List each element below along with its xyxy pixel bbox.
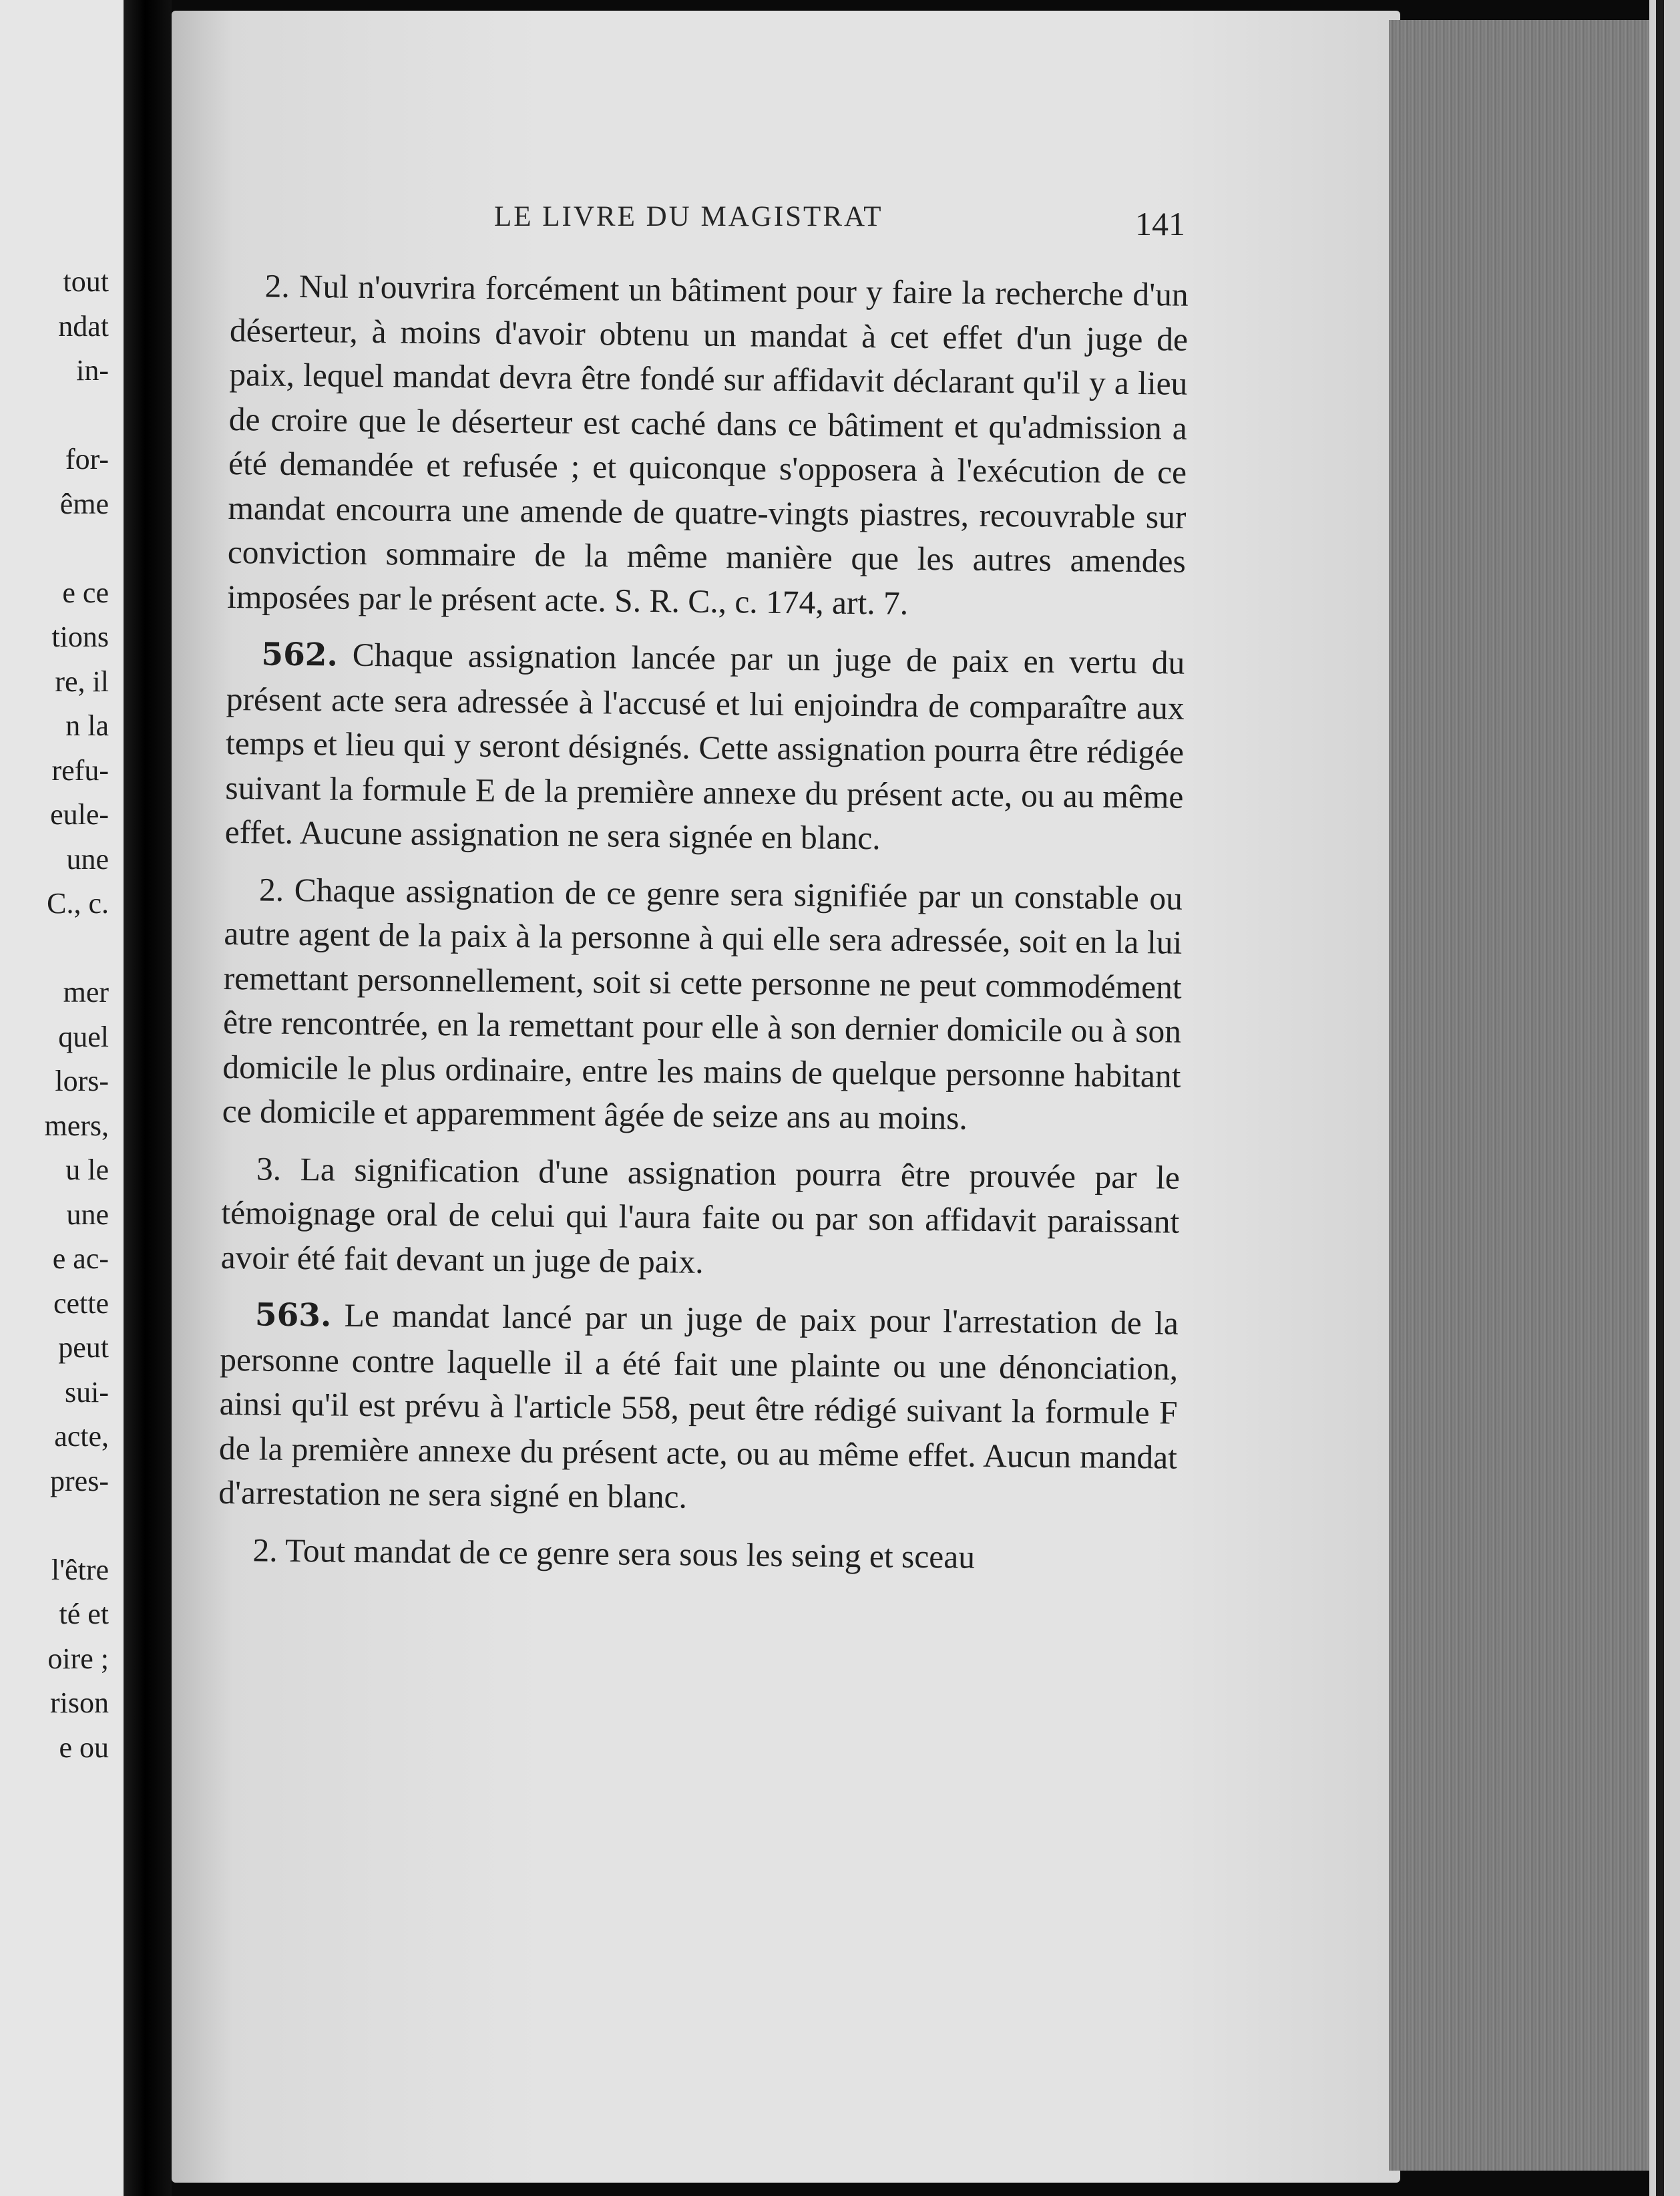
article-number: 562.: [261, 636, 339, 674]
paragraph: [218, 1527, 1177, 1581]
paragraph: [227, 264, 1189, 628]
article-paragraph: [218, 1292, 1179, 1524]
left-page-line: ême: [59, 487, 109, 520]
paragraph-text: 2. Nul n'ouvrira forcément un bâtiment pour y faire la recherche d'un déserteur, à moins d'avoir obtenu un mandat à cet effet d'un juge de paix, lequel mandat devra être fondé sur affidavit déclarant qu'il y a lieu de croire que le déserteur est caché dans ce bâtiment et qu'admission a été demandée et refusée ; et quiconque s'opposera à l'exécution de ce mandat encourra une amende de quatre-vingts piastres, recouvrable sur conviction sommaire de la même manière que les autres amendes imposées par le présent acte. S. R. C., c. 174, art. 7.: [226, 267, 1189, 622]
paragraph-text: Le mandat lancé par un juge de paix pour l'arrestation de la personne contre laquelle il a été fait une plainte ou une dénonciation, ainsi qu'il est prévu à l'article 558, peut être rédigé suivant la formule F de la première annexe du présent acte, ou au même effet. Aucun mandat d'arrestation ne sera signé en blanc.: [218, 1296, 1179, 1515]
left-page-line: une: [66, 1198, 109, 1231]
left-page-fragment: [0, 0, 124, 2196]
left-page-line: re, il: [55, 665, 109, 698]
left-page-line: e ou: [59, 1730, 109, 1764]
left-page-line: peut: [58, 1331, 109, 1364]
paragraph-text: 2. Chaque assignation de ce genre sera signifiée par un constable ou autre agent de la paix à la personne à qui elle sera adressée, soit en la lui remettant personnellement, soit si cette personne ne peut commodément être rencontrée, en la remettant pour elle à son dernier domicile ou à son domicile le plus ordinaire, entre les mains de quelque personne habitant ce domicile et apparemment âgée de seize ans au moins.: [222, 870, 1183, 1137]
left-page-line: sui-: [65, 1375, 109, 1409]
left-page-line: for-: [65, 443, 109, 476]
left-page-line: mers,: [44, 1109, 109, 1142]
left-page-line: C., c.: [47, 887, 109, 920]
page-body: [218, 264, 1189, 1594]
running-header: LE LIVRE DU MAGISTRAT: [494, 201, 883, 232]
left-page-line: mer: [63, 976, 109, 1009]
left-page-line: lors-: [55, 1065, 109, 1097]
left-page-line: rison: [50, 1686, 109, 1719]
left-page-text-column: [0, 0, 124, 2196]
paragraph: [222, 867, 1183, 1143]
page-fore-edge: [1389, 20, 1649, 2171]
paragraph-text: Chaque assignation lancée par un juge de paix en vertu du présent acte sera adressée à l'accusé et lui enjoindra de comparaître aux temps et lieu qui y seront désignés. Cette assignation pourra être rédigée suivant la formule E de la première annexe du présent acte, ou au même effet. Aucune assignation ne sera signée en blanc.: [224, 636, 1185, 857]
left-page-line: l'être: [51, 1553, 109, 1586]
left-page-line: té et: [59, 1598, 109, 1630]
paragraph: [220, 1146, 1180, 1288]
left-page-line: oire ;: [47, 1642, 109, 1675]
left-page-line: u le: [65, 1153, 109, 1186]
left-page-line: pres-: [50, 1464, 109, 1497]
left-page-line: une: [66, 842, 109, 876]
left-page-line: refu-: [51, 753, 109, 787]
left-page-line: eule-: [50, 798, 109, 831]
left-page-line: e ac-: [52, 1242, 109, 1275]
page-number: 141: [1135, 205, 1185, 242]
left-page-line: tions: [51, 620, 109, 653]
right-border: [1649, 0, 1680, 2196]
left-page-line: ndat: [58, 309, 109, 343]
right-border-shadow: [1656, 0, 1664, 2196]
left-page-line: cette: [53, 1286, 109, 1320]
left-page-line: e ce: [62, 576, 109, 609]
article-number: 563.: [254, 1296, 332, 1334]
paragraph-text: 2. Tout mandat de ce genre sera sous les seing et sceau: [252, 1531, 976, 1576]
left-page-line: n la: [65, 709, 109, 742]
left-page-line: quel: [58, 1020, 109, 1053]
paragraph-text: 3. La signification d'une assignation pourra être prouvée par le témoignage oral de celui qui l'aura faite ou par son affidavit paraissant avoir été fait devant un juge de paix.: [220, 1149, 1181, 1280]
left-page-line: tout: [63, 265, 109, 298]
book-gutter: [124, 0, 172, 2196]
left-page-line: acte,: [54, 1420, 109, 1453]
left-page-line: in-: [76, 354, 109, 387]
article-paragraph: [225, 632, 1185, 864]
